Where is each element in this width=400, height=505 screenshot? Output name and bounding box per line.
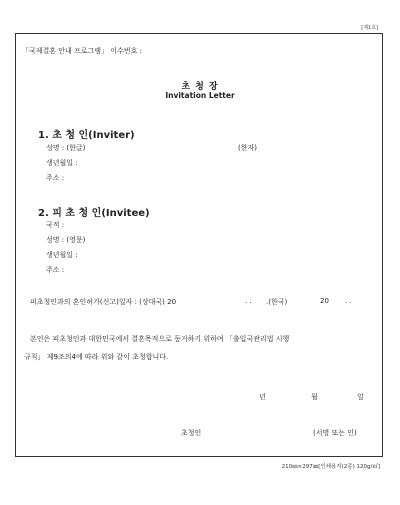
invitee-address-label: 주소 :: [46, 266, 65, 274]
form-number-label: [제1호]: [361, 25, 378, 31]
inviter-name-label: 성명 : (한글): [46, 144, 86, 152]
invitee-name-label: 성명 : (영문): [46, 236, 86, 244]
invitee-nationality-label: 국적 :: [46, 221, 65, 229]
section-inviter-heading: 1. 초 청 인(Inviter): [38, 130, 135, 141]
paper-spec-footer: 210㎜×297㎜[인쇄용지(2종) 120g/㎡]: [281, 464, 380, 470]
statement-line-1: 본인은 피초청인과 대한민국에서 결혼목적으로 동거하기 위하여 「출입국관리법 시행: [30, 335, 290, 343]
signature-or-seal-note: (서명 또는 인): [313, 429, 357, 437]
inviter-dob-label: 생년월일 :: [46, 159, 78, 167]
date-year-label: 년: [259, 393, 266, 401]
title-korean: 초 청 장: [181, 82, 219, 92]
inviter-address-label: 주소 :: [46, 174, 65, 182]
title-english: Invitation Letter: [165, 91, 235, 100]
signature-inviter-label: 초청인: [181, 429, 202, 437]
inviter-name-hanja-label: (한자): [238, 144, 257, 152]
marriage-date-label: 피초청인과의 혼인허가(신고)일자 : (상대국) 20: [30, 298, 177, 306]
statement-line-2: 규칙」 제9조의4에 따라 위와 같이 초청합니다.: [24, 353, 169, 361]
marriage-date-foreign-dots: . .: [245, 297, 252, 305]
marriage-date-korea-label: .(한국): [266, 298, 288, 306]
marriage-date-korea-dots: . .: [345, 297, 352, 305]
section-invitee-heading: 2. 피 초 청 인(Invitee): [38, 208, 150, 219]
marriage-date-korea-year: 20: [320, 297, 329, 305]
date-day-label: 일: [357, 393, 364, 401]
program-number-line: 「국제결혼 안내 프로그램」 이수번호 :: [22, 47, 142, 55]
invitee-dob-label: 생년월일 :: [46, 251, 78, 259]
date-month-label: 월: [311, 393, 318, 401]
